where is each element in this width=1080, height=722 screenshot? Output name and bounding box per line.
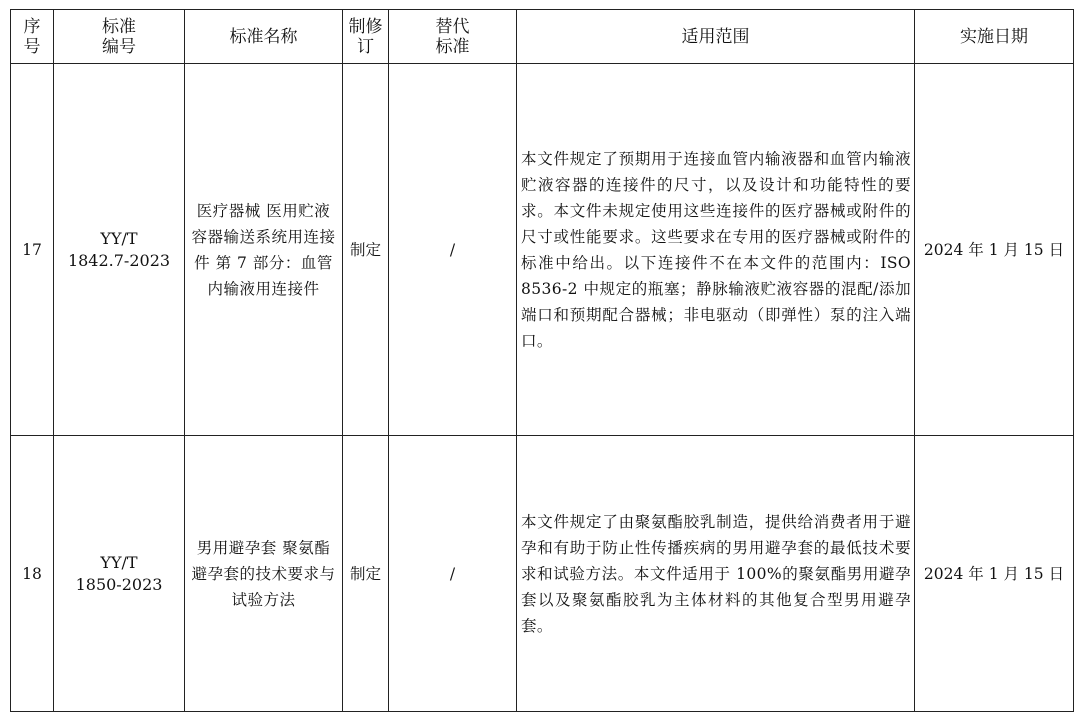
header-replace: 替代 标准 xyxy=(389,10,517,64)
header-row xyxy=(11,10,1074,64)
cell-code: YY/T 1850-2023 xyxy=(54,436,185,712)
header-scope: 适用范围 xyxy=(517,10,915,64)
cell-seq: 17 xyxy=(11,64,54,436)
header-seq: 序 号 xyxy=(11,10,54,64)
table-row xyxy=(11,436,1074,712)
cell-name: 医疗器械 医用贮液容器输送系统用连接件 第 7 部分：血管内输液用连接件 xyxy=(185,64,343,436)
cell-replace: / xyxy=(389,436,517,712)
cell-scope: 本文件规定了由聚氨酯胶乳制造，提供给消费者用于避孕和有助于防止性传播疾病的男用避孕套的最低技术要求和试验方法。本文件适用于 100%的聚氨酯男用避孕套以及聚氨酯胶乳为主体材料的其他复合型男用避孕套。 xyxy=(517,436,915,712)
cell-scope: 本文件规定了预期用于连接血管内输液器和血管内输液贮液容器的连接件的尺寸，以及设计和功能特性的要求。本文件未规定使用这些连接件的医疗器械或附件的尺寸或性能要求。这些要求在专用的医疗器械或附件的标准中给出。以下连接件不在本文件的范围内：ISO 8536-2 中规定的瓶塞；静脉输液贮液容器的混配/添加端口和预期配合器械；非电驱动（即弹性）泵的注入端口。 xyxy=(517,64,915,436)
cell-revise: 制定 xyxy=(343,436,389,712)
cell-replace: / xyxy=(389,64,517,436)
cell-date: 2024 年 1 月 15 日 xyxy=(915,436,1074,712)
cell-name: 男用避孕套 聚氨酯避孕套的技术要求与试验方法 xyxy=(185,436,343,712)
header-revise: 制修 订 xyxy=(343,10,389,64)
header-code: 标准 编号 xyxy=(54,10,185,64)
cell-date: 2024 年 1 月 15 日 xyxy=(915,64,1074,436)
table-row xyxy=(11,64,1074,436)
standards-table xyxy=(10,9,1074,712)
cell-revise: 制定 xyxy=(343,64,389,436)
cell-code: YY/T 1842.7-2023 xyxy=(54,64,185,436)
header-name: 标准名称 xyxy=(185,10,343,64)
header-date: 实施日期 xyxy=(915,10,1074,64)
cell-seq: 18 xyxy=(11,436,54,712)
